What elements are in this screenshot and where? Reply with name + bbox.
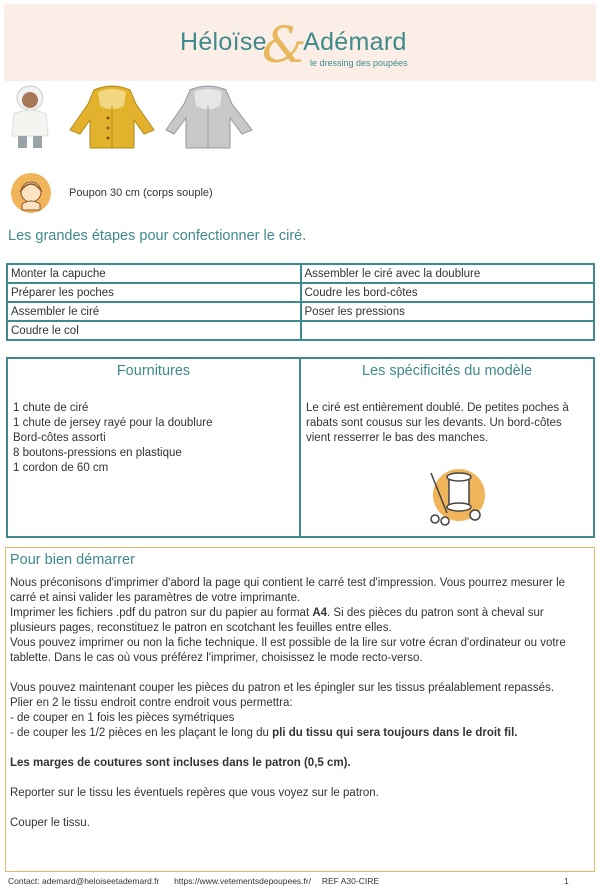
paragraph: Reporter sur le tissu les éventuels repères que vous voyez sur le patron. — [10, 787, 379, 799]
step-cell: Coudre les bord-côtes — [301, 283, 595, 302]
doll-face-icon — [10, 172, 52, 214]
paragraph: Les marges de coutures sont incluses dans le patron (0,5 cm). — [10, 757, 351, 769]
brand-name: Héloïse Adémard — [180, 28, 407, 56]
grey-raincoat-icon — [164, 84, 256, 150]
footer-contact: Contact: ademard@heloiseetademard.fr — [8, 876, 160, 886]
list-item: Bord-côtes assorti — [13, 432, 106, 444]
list-item: 1 chute de ciré — [13, 402, 89, 414]
header-banner — [4, 4, 596, 81]
brand-tagline: le dressing des poupées — [310, 58, 408, 68]
paragraph: - de couper en 1 fois les pièces symétriques — [10, 712, 235, 724]
step-cell — [301, 321, 595, 340]
footer-ref: REF A30-CIRE — [321, 876, 380, 886]
demarrer-body — [10, 576, 588, 831]
steps-table — [6, 263, 595, 341]
specificites-box — [299, 357, 595, 538]
table-row — [7, 321, 594, 340]
step-cell: Poser les pressions — [301, 302, 595, 321]
specificites-title: Les spécificités du modèle — [361, 363, 533, 379]
paragraph: Nous préconisons d'imprimer d'abord la page qui contient le carré test d'impression. Vous pourrez mesurer le carré et ainsi valider les paramètres de votre imprimante. — [10, 577, 566, 604]
list-item: 8 boutons-pressions en plastique — [13, 447, 182, 459]
doll-photo-icon — [8, 84, 52, 150]
product-thumbnails — [6, 84, 266, 150]
yellow-raincoat-icon — [64, 84, 160, 150]
paragraph: Vous pouvez imprimer ou non la fiche technique. Il est possible de la lire sur votre écran d'ordinateur ou votre tablette. Dans le cas où vous préférez l'imprimer, choisissez le mode recto-verso. — [10, 637, 566, 664]
step-cell: Monter la capuche — [7, 264, 301, 283]
demarrer-box — [5, 547, 595, 872]
table-row — [7, 283, 594, 302]
step-cell: Coudre le col — [7, 321, 301, 340]
step-cell: Assembler le ciré avec la doublure — [301, 264, 595, 283]
steps-title: Les grandes étapes pour confectionner le ciré. — [8, 228, 307, 244]
paragraph: Couper le tissu. — [10, 817, 90, 829]
paragraph: Vous pouvez maintenant couper les pièces du patron et les épingler sur les tissus préalablement repassés. — [10, 682, 555, 694]
specificites-text: Le ciré est entièrement doublé. De petites poches à rabats sont cousus sur les devants. Un bord-côtes vient resserrer le bas des manches. — [306, 402, 569, 444]
paragraph: - de couper les 1/2 pièces en les plaçant le long du pli du tissu qui sera toujours dans le droit fil. — [10, 727, 518, 739]
brand-logo — [180, 16, 430, 74]
demarrer-title: Pour bien démarrer — [10, 552, 135, 568]
fournitures-title: Fournitures — [116, 363, 191, 379]
list-item: 1 cordon de 60 cm — [13, 462, 109, 474]
step-cell: Préparer les poches — [7, 283, 301, 302]
table-row — [7, 302, 594, 321]
list-item: 1 chute de jersey rayé pour la doublure — [13, 417, 213, 429]
doll-row — [10, 172, 410, 216]
sewing-kit-icon — [423, 463, 489, 529]
doll-label: Poupon 30 cm (corps souple) — [69, 187, 213, 199]
fournitures-list — [13, 401, 212, 476]
step-cell: Assembler le ciré — [7, 302, 301, 321]
table-row — [7, 264, 594, 283]
fournitures-box — [6, 357, 301, 538]
footer-url[interactable]: https://www.vetementsdepoupees.fr/ — [174, 876, 312, 886]
page-number: 1 — [564, 876, 569, 886]
footer — [8, 876, 588, 886]
paragraph: Plier en 2 le tissu endroit contre endroit vous permettra: — [10, 697, 293, 709]
ampersand-logo-icon: & — [262, 16, 307, 74]
paragraph: Imprimer les fichiers .pdf du patron sur du papier au format A4. Si des pièces du patron sont à cheval sur plusieurs pages, reconstituez le patron en scotchant les feuilles entre elles. — [10, 607, 544, 634]
